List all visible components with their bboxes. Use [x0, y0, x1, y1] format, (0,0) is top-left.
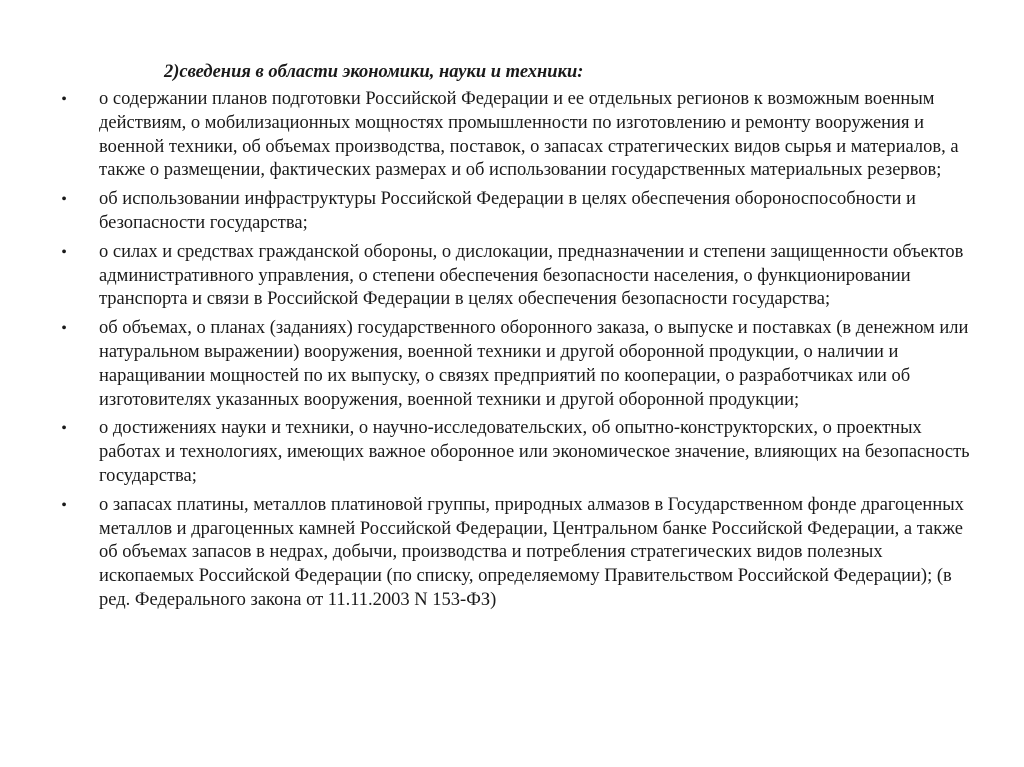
list-item-text: о содержании планов подготовки Российской Федерации и ее отдельных регионов к возможным военным действиям, о мобилизационных мощностях промышленности по изготовлению и ремонту вооружения и военной техники, об объемах производства, поставок, о запасах стратегических видов сырья и материалов, а также о размещении, фактических размерах и об использовании государственных материальных резервов; — [99, 89, 959, 181]
bullet-icon: • — [61, 420, 67, 438]
bullet-list — [0, 88, 1024, 618]
section-heading: 2)сведения в области экономики, науки и техники: — [164, 62, 584, 82]
list-item — [0, 494, 979, 613]
bullet-icon: • — [61, 320, 67, 338]
list-item — [0, 317, 979, 412]
list-item-text: о запасах платины, металлов платиновой группы, природных алмазов в Государственном фонде драгоценных металлов и драгоценных камней Российской Федерации, Центральном банке Российской Федерации, а также об объемах запасов в недрах, добычи, производства и потребления стратегических видов полезных ископаемых Российской Федерации (по списку, определяемому Правительством Российской Федерации); (в ред. Федерального закона от 11.11.2003 N 153-ФЗ) — [99, 494, 964, 610]
bullet-icon: • — [61, 496, 67, 514]
list-item-text: об использовании инфраструктуры Российской Федерации в целях обеспечения обороноспособности и безопасности государства; — [99, 189, 916, 233]
list-item-text: о достижениях науки и техники, о научно-исследовательских, об опытно-конструкторских, о проектных работах и технологиях, имеющих важное оборонное или экономическое значение, влияющих на безопасность государства; — [99, 418, 970, 486]
list-item — [0, 88, 979, 183]
list-item — [0, 241, 979, 312]
list-item-text: о силах и средствах гражданской обороны, о дислокации, предназначении и степени защищенности объектов административного управления, о степени обеспечения безопасности населения, о функционировании транспорта и связи в Российской Федерации в целях обеспечения безопасности государства; — [99, 241, 964, 310]
bullet-icon: • — [61, 243, 67, 261]
bullet-icon: • — [61, 91, 67, 108]
list-item-text: об объемах, о планах (заданиях) государственного оборонного заказа, о выпуске и поставках (в денежном или натуральном выражении) вооружения, военной техники и другой оборонной продукции, о наличии и наращивании мощностей по их выпуску, о связях предприятий по кооперации, о разработчиках или об изготовителях указанных вооружения, военной техники и другой оборонной продукции; — [99, 318, 969, 410]
bullet-icon: • — [61, 191, 67, 209]
list-item — [0, 188, 979, 236]
list-item — [0, 417, 979, 488]
